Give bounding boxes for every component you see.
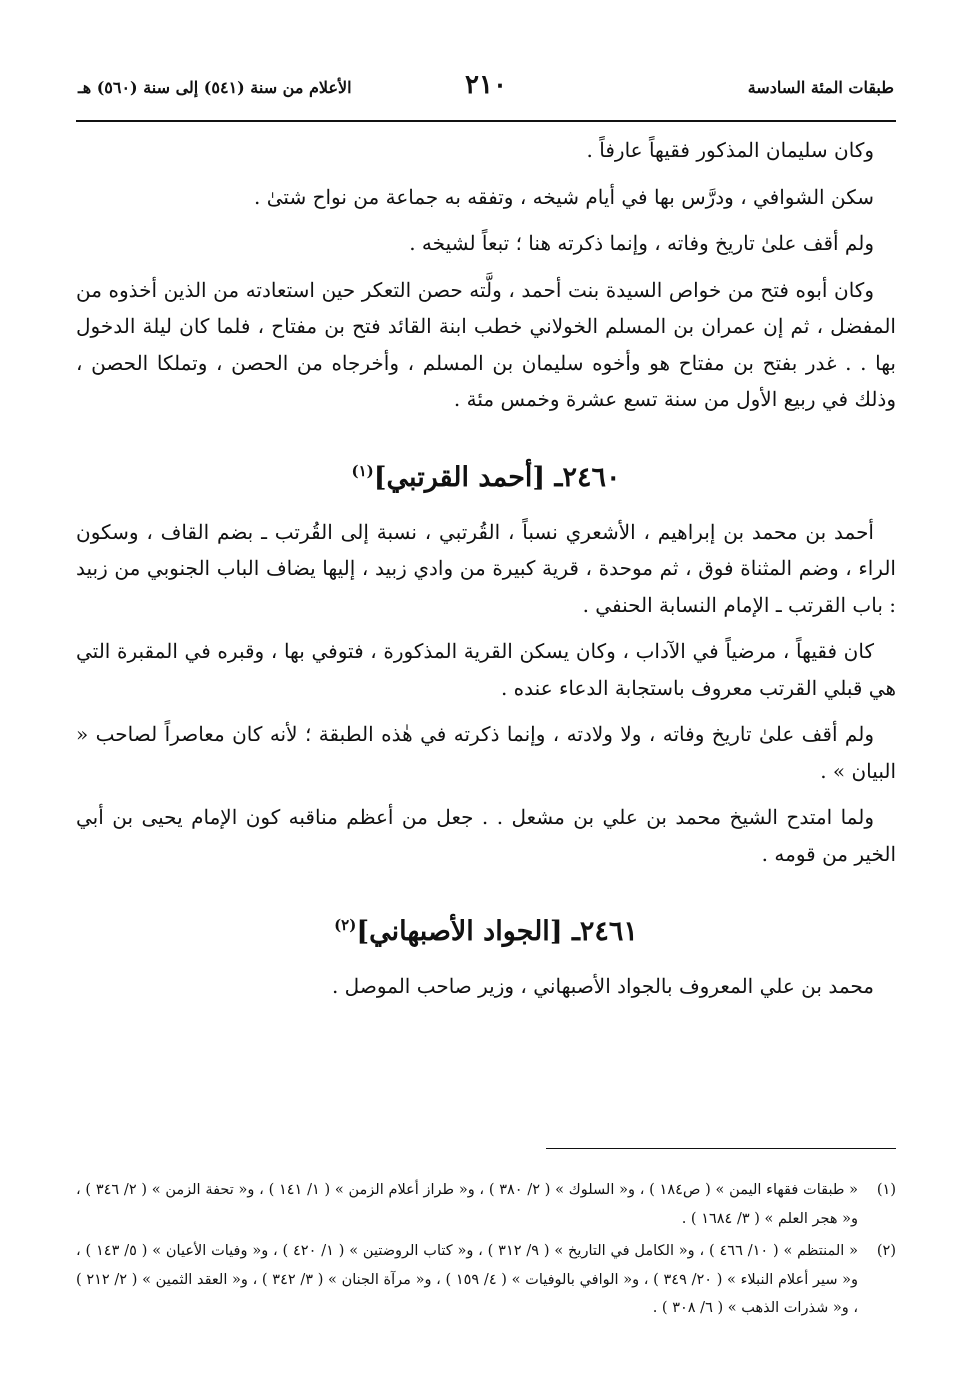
entry-heading-text: ٢٤٦١ـ [الجواد الأصبهاني] — [356, 916, 638, 947]
footnote-rule — [546, 1148, 896, 1149]
footnote — [76, 1176, 896, 1233]
entry-heading — [76, 912, 896, 952]
page-number: ٢١٠ — [465, 70, 507, 100]
paragraph: وكان أبوه فتح من خواص السيدة بنت أحمد ، ولَّته حصن التعكر حين استعادته من الذين أخذوه من المفضل ، ثم إن عمران بن المسلم الخولاني خطب ابنة القائد فتح بن مفتاح ، فلما كان ليلة الدخول بها . . غدر بفتح بن مفتاح هو وأخوه سليمان بن المسلم ، وأخرجاه من الحصن ، وتملكا الحصن ، وذلك في ربيع الأول من سنة تسع عشرة وخمس مئة . — [76, 277, 896, 411]
footnote-text: « المنتظم » ( ١٠/ ٤٦٦ ) ، و« الكامل في التاريخ » ( ٩/ ٣١٢ ) ، و« كتاب الروضتين » ( ١/ ٤٢٠ ) ، و« وفيات الأعيان » ( ٥/ ١٤٣ ) ، و« سير أعلام النبلاء » ( ٢٠/ ٣٤٩ ) ، و« الوافي بالوفيات » ( ٤/ ١٥٩ ) ، و« مرآة الجنان » ( ٣/ ٣٤٢ ) ، و« العقد الثمين » ( ٢/ ٢١٢ ) ، و« شذرات الذهب » ( ٦/ ٣٠٨ ) . — [76, 1243, 859, 1316]
entry-heading — [76, 458, 896, 498]
footnote-reference: (١) — [351, 461, 374, 480]
footnote-text: « طبقات فقهاء اليمن » ( ص١٨٤ ) ، و« السلوك » ( ٢/ ٣٨٠ ) ، و« طراز أعلام الزمن » ( ١/ ١٤١ ) ، و« تحفة الزمن » ( ٢/ ٣٤٦ ) ، و« هجر العلم » ( ٣/ ١٦٨٤ ) . — [76, 1182, 858, 1227]
paragraph: كان فقيهاً ، مرضياً في الآداب ، وكان يسكن القرية المذكورة ، فتوفي بها ، وقبره في المقبرة التي هي قبلي القرتب معروف باستجابة الدعاء عنده . — [76, 639, 896, 700]
paragraph: سكن الشوافي ، ودرَّس بها في أيام شيخه ، وتفقه به جماعة من نواح شتىٰ . — [254, 184, 874, 209]
header-rule — [76, 120, 896, 122]
footnote-reference: (٢) — [334, 916, 357, 934]
paragraph: ولما امتدح الشيخ محمد بن علي بن مشعل . . جعل من أعظم مناقبه كون الإمام يحيى بن أبي الخير من قومه . — [76, 805, 896, 866]
paragraph: وكان سليمان المذكور فقيهاً عارفاً . — [586, 138, 874, 162]
header-section-title: طبقات المئة السادسة — [747, 78, 894, 97]
footnote — [76, 1237, 896, 1323]
paragraph: ولم أقف علىٰ تاريخ وفاته ، وإنما ذكرته هنا ؛ تبعاً لشيخه . — [409, 231, 874, 255]
paragraph: محمد بن علي المعروف بالجواد الأصبهاني ، وزير صاحب الموصل . — [331, 974, 874, 998]
page-body — [76, 132, 896, 1005]
footnotes — [76, 1176, 896, 1323]
entry-heading-text: ٢٤٦٠ـ [أحمد القرتبي] — [373, 461, 621, 493]
paragraph: ولم أقف علىٰ تاريخ وفاته ، ولا ولادته ، وإنما ذكرته في هٰذه الطبقة ؛ لأنه كان معاصراً لصاحب « البيان » . — [76, 722, 896, 783]
running-header — [78, 68, 894, 104]
paragraph: أحمد بن محمد بن إبراهيم ، الأشعري نسباً ، القُرتبي ، نسبة إلى القُرتب ـ بضم القاف ، وسكون الراء ، وضم المثناة فوق ، ثم موحدة ، قرية كبيرة من وادي زبيد ، إليها يضاف الباب الجنوبي من زبيد : باب القرتب ـ الإمام النسابة الحنفي . — [76, 519, 896, 617]
footnote-number: (١) — [876, 1182, 896, 1198]
footnote-number: (٢) — [876, 1243, 896, 1259]
header-period-title: الأعلام من سنة (٥٤١) إلى سنة (٥٦٠) هـ — [78, 78, 352, 97]
